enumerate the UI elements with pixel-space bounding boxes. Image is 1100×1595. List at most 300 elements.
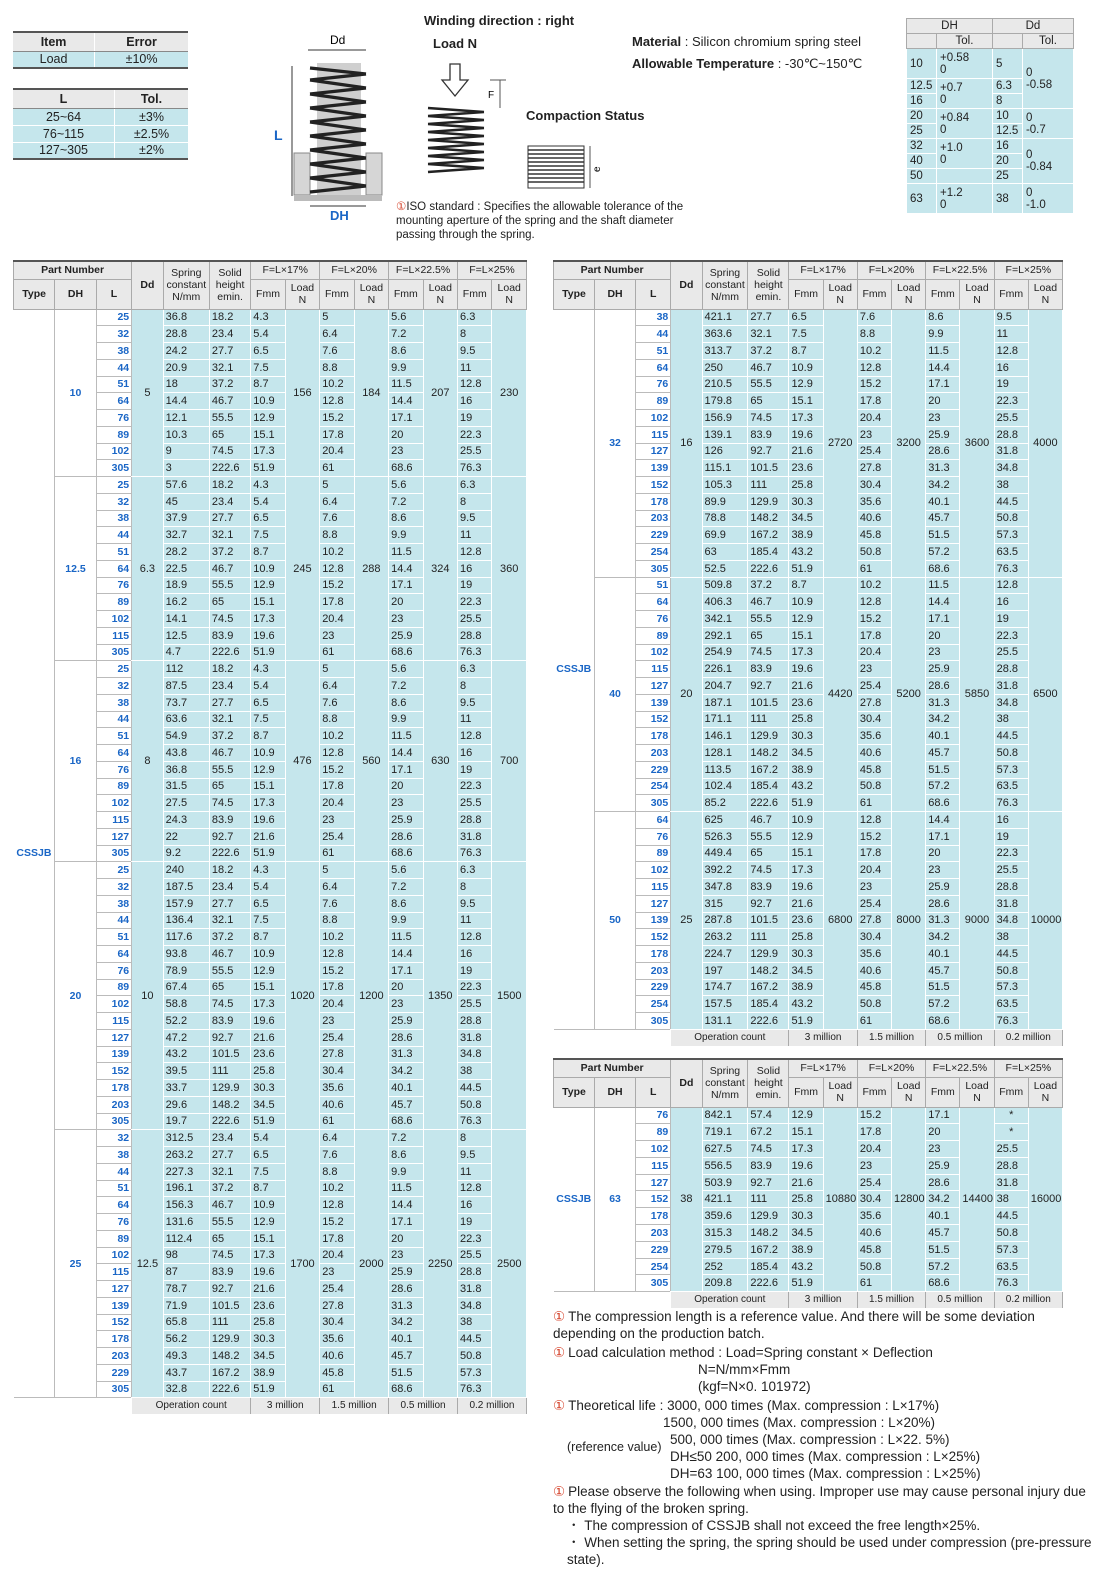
- fmm-cell: 68.6: [389, 1113, 423, 1130]
- load-cell: 230: [492, 309, 526, 477]
- l-cell: 89: [96, 778, 131, 795]
- fmm-cell: 25.9: [389, 1013, 423, 1030]
- l-cell: 76: [636, 376, 671, 393]
- fmm-cell: 61: [857, 1013, 891, 1030]
- op-count-value: 3 million: [789, 1029, 857, 1046]
- l-cell: 102: [636, 410, 671, 427]
- fmm-cell: 12.8: [320, 393, 354, 410]
- cell: +0.84 0: [937, 109, 993, 139]
- spring-constant-cell: 39.5: [163, 1063, 209, 1080]
- fmm-cell: 5.6: [389, 661, 423, 678]
- l-cell: 178: [96, 1080, 131, 1097]
- th-load: Load N: [960, 1077, 994, 1107]
- spring-constant-cell: 112.4: [163, 1230, 209, 1247]
- fmm-cell: 6.5: [251, 1147, 285, 1164]
- temperature-line: Allowable Temperature : -30℃~150℃: [632, 56, 863, 71]
- fmm-cell: 31.8: [994, 678, 1028, 695]
- load-cell: 6800: [823, 812, 857, 1030]
- fmm-cell: 31.3: [389, 1297, 423, 1314]
- spring-constant-cell: 18.9: [163, 577, 209, 594]
- fmm-cell: 14.4: [926, 594, 960, 611]
- spring-constant-cell: 126: [702, 443, 748, 460]
- solid-height-cell: 101.5: [748, 460, 789, 477]
- solid-height-cell: 32.1: [209, 1163, 250, 1180]
- compressed-spring-icon: [428, 108, 484, 172]
- fmm-cell: 14.4: [389, 560, 423, 577]
- fmm-cell: 50.8: [857, 1258, 891, 1275]
- l-cell: 254: [636, 1258, 671, 1275]
- fmm-cell: 20.4: [857, 644, 891, 661]
- solid-height-cell: 148.2: [209, 1096, 250, 1113]
- l-cell: 152: [636, 1191, 671, 1208]
- cell: 16: [992, 139, 1022, 154]
- fmm-cell: 31.8: [458, 1281, 492, 1298]
- l-cell: 115: [636, 661, 671, 678]
- th-load: Load N: [285, 279, 319, 309]
- fmm-cell: 61: [857, 795, 891, 812]
- solid-height-cell: 55.5: [209, 761, 250, 778]
- solid-height-cell: 129.9: [748, 946, 789, 963]
- solid-height-cell: 23.4: [209, 678, 250, 695]
- solid-height-cell: 111: [748, 711, 789, 728]
- fmm-cell: 14.4: [389, 1197, 423, 1214]
- fmm-cell: 10.9: [789, 812, 823, 829]
- l-cell: 203: [636, 962, 671, 979]
- spring-constant-cell: 197: [702, 962, 748, 979]
- cell: 127~305: [13, 142, 114, 159]
- spring-constant-cell: 392.2: [702, 862, 748, 879]
- header-row: [14, 261, 527, 279]
- solid-height-cell: 167.2: [748, 527, 789, 544]
- spring-constant-cell: 156.9: [702, 410, 748, 427]
- solid-height-cell: 23.4: [209, 326, 250, 343]
- load-cell: 1350: [423, 862, 457, 1130]
- cell: 50: [907, 169, 937, 184]
- fmm-cell: 17.1: [926, 1107, 960, 1124]
- load-error-table: [13, 31, 188, 69]
- l-cell: 115: [636, 879, 671, 896]
- l-cell: 305: [636, 560, 671, 577]
- th-load: Load N: [1028, 279, 1062, 309]
- spring-constant-cell: 105.3: [702, 477, 748, 494]
- solid-height-cell: 46.7: [209, 745, 250, 762]
- fmm-cell: 40.1: [926, 493, 960, 510]
- fmm-cell: 25.9: [389, 1264, 423, 1281]
- fmm-cell: 34.2: [926, 477, 960, 494]
- fmm-cell: 57.3: [994, 527, 1028, 544]
- l-cell: 102: [636, 1141, 671, 1158]
- fmm-cell: 22.3: [458, 979, 492, 996]
- fmm-cell: 68.6: [926, 1013, 960, 1030]
- fmm-cell: 25.8: [789, 1191, 823, 1208]
- l-cell: 44: [636, 326, 671, 343]
- op-count-value: 1.5 million: [857, 1292, 925, 1309]
- th-dd: Dd: [671, 1059, 702, 1107]
- solid-height-cell: 74.5: [209, 443, 250, 460]
- spring-constant-cell: 32.8: [163, 1381, 209, 1398]
- spring-constant-cell: 93.8: [163, 946, 209, 963]
- spring-constant-cell: 842.1: [702, 1107, 748, 1124]
- header-row: [14, 279, 527, 309]
- fmm-cell: 76.3: [994, 560, 1028, 577]
- fmm-cell: 7.6: [320, 343, 354, 360]
- op-count-value: 3 million: [251, 1398, 320, 1415]
- solid-height-cell: 222.6: [209, 1113, 250, 1130]
- fmm-cell: 5: [320, 309, 354, 326]
- l-cell: 178: [636, 946, 671, 963]
- fmm-cell: 76.3: [994, 795, 1028, 812]
- l-cell: 32: [96, 1130, 131, 1147]
- fmm-cell: 10.2: [320, 544, 354, 561]
- spring-constant-cell: 406.3: [702, 594, 748, 611]
- th-fmm: Fmm: [320, 279, 354, 309]
- temperature-value: -30℃~150℃: [784, 56, 863, 71]
- blank-cell: [554, 1029, 671, 1046]
- fmm-cell: 45.7: [389, 1096, 423, 1113]
- solid-height-cell: 46.7: [748, 594, 789, 611]
- load-cell: 1500: [492, 862, 526, 1130]
- l-cell: 51: [96, 376, 131, 393]
- l-cell: 51: [96, 929, 131, 946]
- solid-height-cell: 65: [748, 627, 789, 644]
- load-cell: 3200: [892, 309, 926, 577]
- solid-height-cell: 37.2: [209, 376, 250, 393]
- fmm-cell: 63.5: [994, 1258, 1028, 1275]
- fmm-cell: 34.8: [458, 1297, 492, 1314]
- th-spring-constant: Spring constant N/mm: [163, 261, 209, 309]
- l-cell: 76: [96, 962, 131, 979]
- fmm-cell: 9.9: [389, 359, 423, 376]
- l-cell: 44: [96, 912, 131, 929]
- fmm-cell: 5.4: [251, 678, 285, 695]
- fmm-cell: 7.2: [389, 879, 423, 896]
- l-cell: 102: [96, 1247, 131, 1264]
- solid-height-cell: 37.2: [209, 544, 250, 561]
- fmm-cell: 31.8: [994, 443, 1028, 460]
- fmm-cell: 25.5: [458, 443, 492, 460]
- fmm-cell: 68.6: [389, 644, 423, 661]
- fmm-cell: 25.4: [857, 895, 891, 912]
- fmm-cell: 11.5: [389, 728, 423, 745]
- fmm-cell: 68.6: [926, 560, 960, 577]
- fmm-cell: 25.4: [857, 443, 891, 460]
- th-fmm: Fmm: [926, 279, 960, 309]
- fmm-cell: 51.5: [926, 979, 960, 996]
- fmm-cell: 23: [857, 426, 891, 443]
- th-f25: F=L×25%: [994, 1059, 1062, 1077]
- l-cell: 89: [636, 393, 671, 410]
- solid-height-cell: 27.7: [209, 510, 250, 527]
- fmm-cell: 14.4: [389, 745, 423, 762]
- fmm-cell: 5.4: [251, 493, 285, 510]
- cell: Load: [13, 51, 95, 68]
- fmm-cell: 28.8: [994, 661, 1028, 678]
- dd-cell: 25: [671, 812, 702, 1030]
- spring-constant-cell: 37.9: [163, 510, 209, 527]
- fmm-cell: 61: [320, 644, 354, 661]
- fmm-cell: 50.8: [994, 1225, 1028, 1242]
- fmm-cell: 6.5: [251, 510, 285, 527]
- fmm-cell: 45.7: [389, 1348, 423, 1365]
- spring-constant-cell: 128.1: [702, 745, 748, 762]
- header-row: [554, 1077, 1063, 1107]
- solid-height-cell: 92.7: [748, 895, 789, 912]
- fmm-cell: 15.1: [251, 426, 285, 443]
- solid-height-cell: 148.2: [209, 1348, 250, 1365]
- l-cell: 254: [636, 544, 671, 561]
- fmm-cell: 6.5: [251, 895, 285, 912]
- fmm-cell: 30.4: [320, 1314, 354, 1331]
- fmm-cell: 10.9: [251, 393, 285, 410]
- solid-height-cell: 32.1: [209, 359, 250, 376]
- solid-height-cell: 167.2: [748, 1241, 789, 1258]
- fmm-cell: 8.6: [389, 510, 423, 527]
- fmm-cell: 12.8: [458, 1180, 492, 1197]
- fmm-cell: 38: [994, 477, 1028, 494]
- fmm-cell: 51.5: [926, 761, 960, 778]
- fmm-cell: 7.2: [389, 678, 423, 695]
- cell: 76~115: [13, 125, 114, 142]
- spring-constant-cell: 509.8: [702, 577, 748, 594]
- fmm-cell: 23: [926, 862, 960, 879]
- spring-constant-cell: 28.8: [163, 326, 209, 343]
- solid-height-cell: 46.7: [748, 359, 789, 376]
- spring-constant-cell: 87.5: [163, 678, 209, 695]
- fmm-cell: 10.2: [320, 376, 354, 393]
- cell: 32: [907, 139, 937, 154]
- th-f25: F=L×25%: [994, 261, 1062, 279]
- spring-constant-cell: 315: [702, 895, 748, 912]
- l-cell: 38: [96, 1147, 131, 1164]
- load-cell: 1200: [354, 862, 388, 1130]
- table-row: [554, 1107, 1063, 1124]
- spring-constant-cell: 89.9: [702, 493, 748, 510]
- fmm-cell: 15.2: [320, 1214, 354, 1231]
- fmm-cell: 22.3: [994, 845, 1028, 862]
- fmm-cell: 8: [458, 493, 492, 510]
- fmm-cell: 34.5: [251, 1348, 285, 1365]
- fmm-cell: 8.7: [251, 376, 285, 393]
- solid-height-cell: 92.7: [209, 1281, 250, 1298]
- fmm-cell: 25.4: [320, 1281, 354, 1298]
- l-cell: 203: [636, 1225, 671, 1242]
- fmm-cell: 17.8: [857, 393, 891, 410]
- load-cell: 9000: [960, 812, 994, 1030]
- fmm-cell: 63.5: [994, 996, 1028, 1013]
- fmm-cell: 15.2: [857, 828, 891, 845]
- l-cell: 203: [636, 510, 671, 527]
- fmm-cell: 20: [926, 393, 960, 410]
- l-cell: 203: [96, 1096, 131, 1113]
- header-row: [554, 279, 1063, 309]
- note-4b: ・ When setting the spring, the spring should be used under compression (pre-pressure state).: [567, 1535, 1092, 1567]
- note-mark: ①: [553, 1398, 566, 1413]
- fmm-cell: 20: [926, 627, 960, 644]
- spring-constant-cell: 526.3: [702, 828, 748, 845]
- solid-height-cell: 74.5: [209, 996, 250, 1013]
- cell: +1.0 0: [937, 139, 993, 169]
- fmm-cell: 25.9: [926, 661, 960, 678]
- solid-height-cell: 185.4: [748, 544, 789, 561]
- spring-constant-cell: 254.9: [702, 644, 748, 661]
- fmm-cell: 8.6: [389, 694, 423, 711]
- spring-constant-cell: 240: [163, 862, 209, 879]
- fmm-cell: 11: [458, 912, 492, 929]
- fmm-cell: 21.6: [251, 1029, 285, 1046]
- spring-constant-cell: 12.1: [163, 410, 209, 427]
- th-load: Load N: [492, 279, 526, 309]
- fmm-cell: 21.6: [251, 1281, 285, 1298]
- fmm-cell: 5.4: [251, 879, 285, 896]
- fmm-cell: 28.6: [389, 828, 423, 845]
- solid-height-cell: 46.7: [209, 946, 250, 963]
- solid-height-cell: 185.4: [748, 778, 789, 795]
- fmm-cell: 9.9: [926, 326, 960, 343]
- th-solid-height: Solid height emin.: [748, 261, 789, 309]
- solid-height-cell: 167.2: [748, 979, 789, 996]
- fmm-cell: 28.8: [458, 1264, 492, 1281]
- load-cell: 3600: [960, 309, 994, 577]
- l-cell: 178: [96, 1331, 131, 1348]
- spring-constant-cell: 98: [163, 1247, 209, 1264]
- spring-constant-cell: 85.2: [702, 795, 748, 812]
- dh-cell: 63: [595, 1107, 636, 1292]
- spring-constant-cell: 18: [163, 376, 209, 393]
- spring-constant-cell: 131.1: [702, 1013, 748, 1030]
- l-cell: 38: [636, 309, 671, 326]
- fmm-cell: 8.8: [320, 711, 354, 728]
- fmm-cell: 19: [994, 376, 1028, 393]
- th-f225: F=L×22.5%: [389, 261, 458, 279]
- fmm-cell: 68.6: [389, 460, 423, 477]
- fmm-cell: 4.3: [251, 661, 285, 678]
- load-cell: 4420: [823, 577, 857, 812]
- operation-count-row: [14, 1398, 527, 1415]
- solid-height-cell: 23.4: [209, 1130, 250, 1147]
- fmm-cell: 6.4: [320, 326, 354, 343]
- fmm-cell: 15.2: [857, 376, 891, 393]
- table-row: [14, 1130, 527, 1147]
- fmm-cell: 27.8: [857, 460, 891, 477]
- fmm-cell: 19: [458, 1214, 492, 1231]
- fmm-cell: 25.8: [789, 477, 823, 494]
- fmm-cell: 20.4: [320, 1247, 354, 1264]
- fmm-cell: 76.3: [458, 845, 492, 862]
- fmm-cell: 63.5: [994, 778, 1028, 795]
- fmm-cell: 38.9: [789, 761, 823, 778]
- l-cell: 76: [96, 577, 131, 594]
- cell: 0 -0.84: [1022, 139, 1073, 184]
- spring-constant-cell: 131.6: [163, 1214, 209, 1231]
- cell: [937, 169, 993, 184]
- cell: 6.3: [992, 79, 1022, 94]
- fmm-cell: 20: [389, 594, 423, 611]
- th-fmm: Fmm: [458, 279, 492, 309]
- spring-constant-cell: 36.8: [163, 761, 209, 778]
- spring-constant-cell: 627.5: [702, 1141, 748, 1158]
- fmm-cell: 31.3: [926, 912, 960, 929]
- fmm-cell: 6.4: [320, 879, 354, 896]
- th-dd: Dd: [671, 261, 702, 309]
- fmm-cell: 17.3: [789, 410, 823, 427]
- spring-constant-cell: 179.8: [702, 393, 748, 410]
- spring-constant-cell: 9: [163, 443, 209, 460]
- operation-count-row: [554, 1292, 1063, 1309]
- load-cell: 2000: [354, 1130, 388, 1398]
- solid-height-cell: 65: [748, 845, 789, 862]
- op-count-value: 1.5 million: [857, 1029, 925, 1046]
- load-cell: 184: [354, 309, 388, 477]
- fmm-cell: 9.5: [458, 694, 492, 711]
- fmm-cell: 61: [857, 560, 891, 577]
- spring-constant-cell: 78.8: [702, 510, 748, 527]
- fmm-cell: 30.4: [320, 1063, 354, 1080]
- fmm-cell: 34.5: [789, 745, 823, 762]
- fmm-cell: 68.6: [926, 795, 960, 812]
- fmm-cell: 25.5: [458, 996, 492, 1013]
- fmm-cell: 45.7: [926, 1225, 960, 1242]
- header-row: [554, 261, 1063, 279]
- fmm-cell: 45.8: [857, 1241, 891, 1258]
- solid-height-cell: 65: [209, 979, 250, 996]
- th-tol: Tol.: [937, 34, 993, 49]
- spring-constant-cell: 43.7: [163, 1364, 209, 1381]
- fmm-cell: 40.6: [857, 510, 891, 527]
- fmm-cell: 17.8: [320, 426, 354, 443]
- fmm-cell: 12.8: [458, 929, 492, 946]
- dh-label: DH: [330, 208, 349, 223]
- fmm-cell: 15.1: [789, 393, 823, 410]
- fmm-cell: 17.3: [789, 644, 823, 661]
- solid-height-cell: 129.9: [748, 728, 789, 745]
- spring-constant-cell: 187.5: [163, 879, 209, 896]
- fmm-cell: 9.9: [389, 1163, 423, 1180]
- spring-constant-cell: 224.7: [702, 946, 748, 963]
- fmm-cell: 34.5: [251, 1096, 285, 1113]
- spring-constant-cell: 252: [702, 1258, 748, 1275]
- fmm-cell: 6.5: [251, 343, 285, 360]
- fmm-cell: 30.4: [857, 477, 891, 494]
- fmm-cell: 8.8: [320, 912, 354, 929]
- fmm-cell: 11: [458, 527, 492, 544]
- fmm-cell: 19.6: [789, 661, 823, 678]
- solid-height-cell: 222.6: [748, 560, 789, 577]
- solid-height-cell: 83.9: [748, 1157, 789, 1174]
- op-count-value: 0.5 million: [926, 1292, 994, 1309]
- l-cell: 139: [96, 1297, 131, 1314]
- cell: 25~64: [13, 108, 114, 125]
- fmm-cell: 50.8: [994, 510, 1028, 527]
- fmm-cell: 23: [389, 795, 423, 812]
- iso-text: ISO standard : Specifies the allowable tolerance of the mounting aperture of the spring and the shaft diameter passing through the spring.: [396, 201, 684, 241]
- l-cell: 102: [636, 862, 671, 879]
- compaction-label: Compaction Status: [526, 108, 645, 123]
- th-dh: DH: [55, 279, 96, 309]
- material-value: Silicon chromium spring steel: [691, 34, 862, 49]
- fmm-cell: 31.8: [994, 895, 1028, 912]
- fmm-cell: 40.6: [857, 1225, 891, 1242]
- fmm-cell: 12.9: [789, 828, 823, 845]
- solid-height-cell: 111: [748, 477, 789, 494]
- fmm-cell: 25.5: [994, 1141, 1028, 1158]
- solid-height-cell: 55.5: [209, 962, 250, 979]
- l-cell: 51: [96, 544, 131, 561]
- fmm-cell: *: [994, 1107, 1028, 1124]
- l-cell: 203: [636, 745, 671, 762]
- spec-table-63: [553, 1058, 1063, 1309]
- fmm-cell: 6.4: [320, 493, 354, 510]
- fmm-cell: 17.3: [789, 1141, 823, 1158]
